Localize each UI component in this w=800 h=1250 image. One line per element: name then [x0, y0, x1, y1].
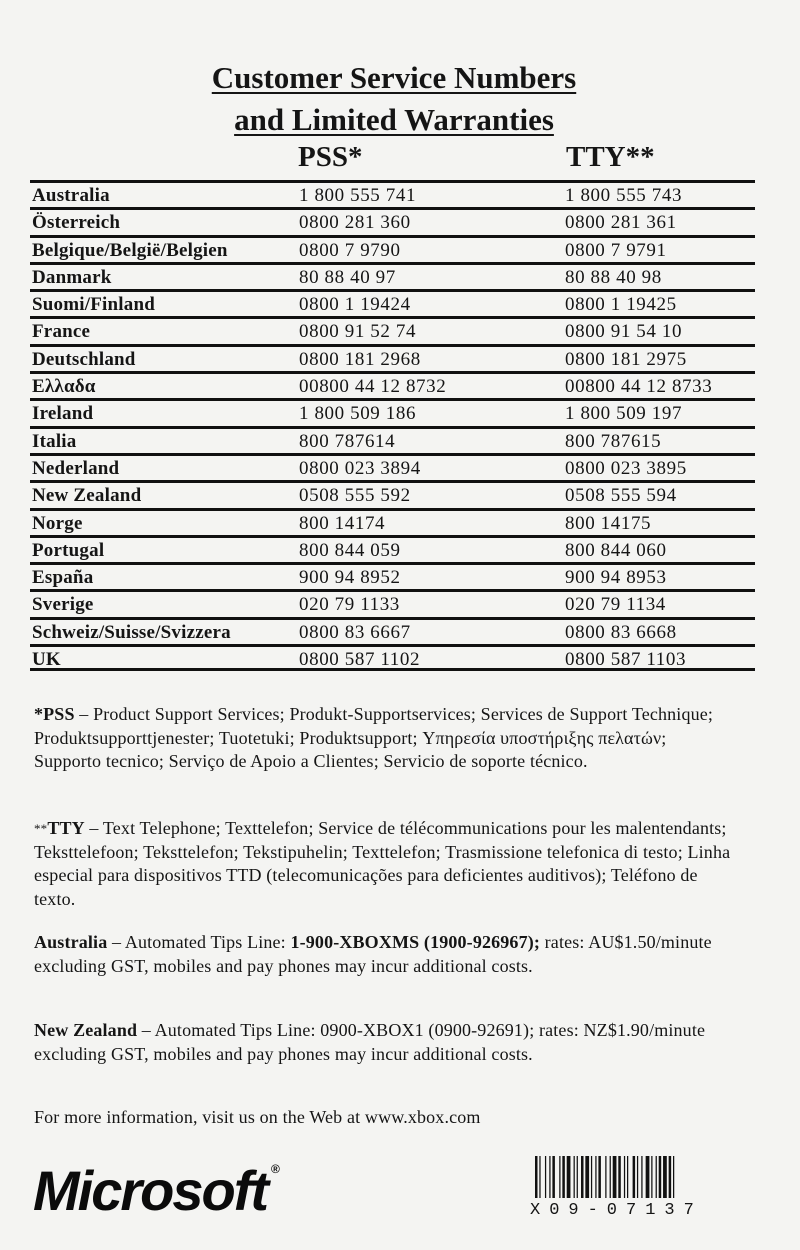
- pss-number: 0800 83 6667: [299, 621, 411, 643]
- pss-number: 020 79 1133: [299, 594, 400, 616]
- pss-number: 80 88 40 97: [299, 266, 396, 288]
- barcode-number: X09-07137: [530, 1201, 703, 1220]
- tty-footnote: [34, 817, 734, 911]
- tty-number: 020 79 1134: [565, 594, 666, 616]
- table-row: [30, 344, 755, 371]
- pss-number: 00800 44 12 8732: [299, 376, 447, 398]
- country-name: Danmark: [32, 266, 112, 288]
- tty-number: 1 800 555 743: [565, 185, 683, 206]
- table-row: [30, 207, 755, 234]
- registered-mark: ®: [271, 1162, 280, 1176]
- table-row: [30, 535, 755, 562]
- country-name: Portugal: [32, 539, 105, 561]
- logo-text: Microsoft: [33, 1159, 267, 1222]
- tty-asterisks: **: [34, 821, 48, 836]
- new-zealand-term: New Zealand: [34, 1020, 138, 1040]
- pss-term: *PSS: [34, 704, 75, 724]
- tty-number: 0800 83 6668: [565, 621, 677, 643]
- country-name: Schweiz/Suisse/Svizzera: [32, 621, 231, 643]
- tty-number: 0800 281 361: [565, 212, 677, 234]
- country-name: España: [32, 567, 94, 589]
- new-zealand-tips-line: [34, 1019, 734, 1066]
- column-header-pss: PSS*: [298, 141, 363, 173]
- country-name: Italia: [32, 430, 77, 452]
- australia-number: 1-900-XBOXMS (1900-926967);: [290, 932, 541, 952]
- web-info: For more information, visit us on the Web at www.xbox.com: [34, 1107, 481, 1127]
- tty-number: 0800 181 2975: [565, 348, 687, 370]
- table-row: [30, 453, 755, 480]
- table-row: [30, 480, 755, 507]
- pss-number: 0800 281 360: [299, 212, 411, 234]
- table-row: [30, 508, 755, 535]
- pss-number: 1 800 555 741: [299, 185, 417, 206]
- table-row: [30, 426, 755, 453]
- tty-number: 0800 1 19425: [565, 294, 677, 316]
- tty-number: 900 94 8953: [565, 567, 667, 589]
- australia-text: – Automated Tips Line:: [107, 932, 291, 952]
- country-name: Österreich: [32, 212, 121, 234]
- australia-tips-line: [34, 931, 734, 978]
- tty-definition: – Text Telephone; Texttelefon; Service de télécommunications pour les malentendants; Teksttelefoon; Teksttelefon; Tekstipuhelin; Texttelefon; Trasmissione telefonica di testo; Linha especial para dispositivos TTD (telecomunicações para deficientes auditivos); Teléfono de texto.: [34, 818, 731, 909]
- country-name: Nederland: [32, 457, 120, 479]
- tty-number: 00800 44 12 8733: [565, 376, 713, 398]
- tty-number: 0800 023 3895: [565, 457, 687, 479]
- country-name: Ireland: [32, 403, 94, 425]
- tty-number: 0800 91 54 10: [565, 321, 683, 343]
- column-header-tty: TTY**: [566, 141, 655, 173]
- australia-rates: rates: AU$1.50/minute excluding GST, mobiles and pay phones may incur additional costs.: [34, 932, 712, 976]
- tty-number: 0800 7 9791: [565, 239, 667, 261]
- tty-number: 1 800 509 197: [565, 403, 683, 425]
- country-name: Suomi/Finland: [32, 294, 155, 316]
- pss-number: 0800 1 19424: [299, 294, 411, 316]
- country-name: Norge: [32, 512, 83, 534]
- pss-number: 0800 587 1102: [299, 649, 421, 671]
- tty-number: 0508 555 594: [565, 485, 677, 507]
- microsoft-logo: [33, 1159, 280, 1222]
- pss-number: 0800 181 2968: [299, 348, 421, 370]
- pss-number: 0800 023 3894: [299, 457, 421, 479]
- pss-number: 0800 7 9790: [299, 239, 401, 261]
- table-row: [30, 235, 755, 262]
- pss-number: 800 787614: [299, 430, 396, 452]
- pss-definition: – Product Support Services; Produkt-Supportservices; Services de Support Technique; Produktsupporttjenester; Tuotetuki; Produktsupport; Υπηρεσία υποστήριξης πελατών; Supporto tecnico; Serviço de Apoio a Clientes; Servicio de soporte técnico.: [34, 704, 714, 771]
- country-name: France: [32, 321, 91, 343]
- pss-number: 0800 91 52 74: [299, 321, 417, 343]
- table-row: [30, 562, 755, 589]
- country-name: Belgique/België/Belgien: [32, 239, 228, 261]
- table-row: [30, 180, 755, 207]
- country-name: Sverige: [32, 594, 94, 616]
- country-name: New Zealand: [32, 485, 142, 507]
- table-row: [30, 371, 755, 398]
- page-title-line1: Customer Service Numbers: [211, 60, 577, 95]
- table-row: [30, 262, 755, 289]
- tty-number: 800 844 060: [565, 539, 667, 561]
- table-row: [30, 617, 755, 644]
- table-row: [30, 316, 755, 343]
- pss-number: 900 94 8952: [299, 567, 401, 589]
- pss-number: 1 800 509 186: [299, 403, 417, 425]
- tty-number: 80 88 40 98: [565, 266, 662, 288]
- tty-number: 800 787615: [565, 430, 662, 452]
- new-zealand-text: – Automated Tips Line: 0900-XBOX1 (0900-92691); rates: NZ$1.90/minute excluding GST, mobiles and pay phones may incur additional costs.: [34, 1020, 706, 1064]
- table-row: [30, 398, 755, 425]
- australia-term: Australia: [34, 932, 108, 952]
- country-name: Australia: [32, 185, 110, 206]
- barcode-icon: [535, 1156, 765, 1198]
- pss-number: 800 14174: [299, 512, 386, 534]
- tty-number: 0800 587 1103: [565, 649, 687, 671]
- pss-number: 800 844 059: [299, 539, 401, 561]
- tty-term: TTY: [47, 818, 85, 838]
- table-row: [30, 289, 755, 316]
- country-name: Ελλαδα: [32, 376, 96, 398]
- phone-number-table: [30, 180, 755, 671]
- country-name: Deutschland: [32, 348, 136, 370]
- page-title-line2: and Limited Warranties: [234, 102, 554, 137]
- pss-footnote: [34, 703, 734, 774]
- table-row: [30, 644, 755, 671]
- pss-number: 0508 555 592: [299, 485, 411, 507]
- tty-number: 800 14175: [565, 512, 652, 534]
- country-name: UK: [32, 649, 61, 671]
- table-row: [30, 589, 755, 616]
